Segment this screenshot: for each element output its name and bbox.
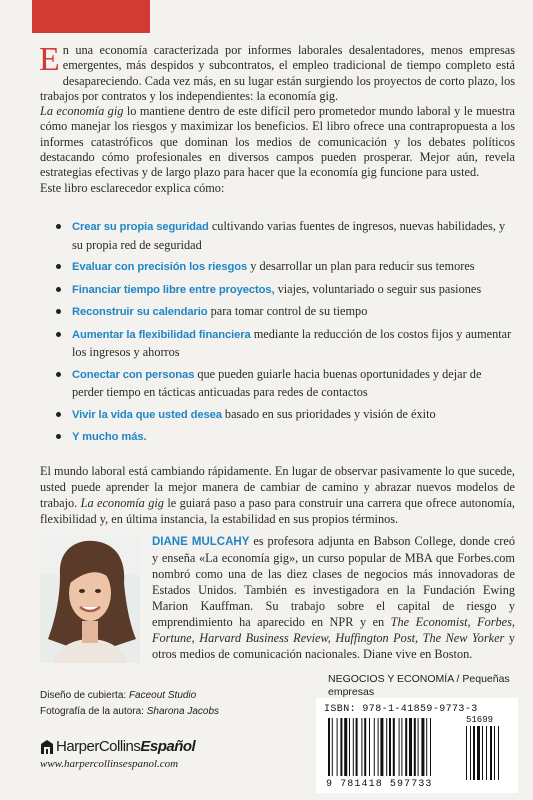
red-header-tab <box>32 0 150 33</box>
list-item: Vivir la vida que usted desea basado en sus prioridades y visión de éxito <box>52 406 514 425</box>
book-title-inline: La economía gig <box>40 104 124 119</box>
list-item: Aumentar la flexibilidad financiera mediante la reducción de los costos fijos y aumentar los ingresos y ahorros <box>52 326 514 362</box>
closing-paragraph: El mundo laboral está cambiando rápidamente. En lugar de observar pasivamente lo que sucede, usted puede aprender la mejor manera de cambiar de camino y abrazar nuevos modelos de trabajo. La economía gig le guiará paso a paso para construir una carrera que ofrece autonomía, flexibilidad y, en última instancia, la estabilidad en sus propios términos. <box>40 464 516 526</box>
author-name: DIANE MULCAHY <box>152 536 250 548</box>
isbn-text: ISBN: 978-1-41859-9773-3 <box>324 704 478 715</box>
list-item: Financiar tiempo libre entre proyectos, viajes, voluntariado o seguir sus pasiones <box>52 281 514 300</box>
photo-credit: Fotografía de la autora: Sharona Jacobs <box>40 706 220 717</box>
author-photo <box>40 535 140 663</box>
book-category: NEGOCIOS Y ECONOMÍA / Pequeñas empresas <box>328 673 510 698</box>
intro-paragraph-3: Este libro esclarecedor explica cómo: <box>40 180 225 195</box>
intro-paragraph-2: La economía gig lo mantiene dentro de este difícil pero prometedor mundo laboral y le muestra cómo manejar los riesgos y maximizar los beneficios. El libro ofrece una contrapropuesta a los informes catastróficos que dominan los medios de comunicación y los debates políticos destacando cómo profesionales en diversos campos pueden prosperar. Mejor aún, revela estrategias efectivas y de largo plazo para hacer que la economía gig funcione para usted. <box>40 104 516 180</box>
drop-cap: E <box>39 41 60 78</box>
list-item: Crear su propia seguridad cultivando varias fuentes de ingresos, nuevas habilidades, y su propia red de seguridad <box>52 218 514 254</box>
author-bio: DIANE MULCAHY es profesora adjunta en Babson College, donde creó y enseña «La economía gig», un curso popular de MBA que Forbes.com nombró como una de las diez clases de negocios más innovadoras de Estados Unidos. También es investigadora en la Fundación Ewing Marion Kauffman. Su trabajo sobre el capital de riesgo y emprendimiento ha aparecido en NPR y en The Economist, Forbes, Fortune, Harvard Business Review, Huffington Post, The New Yorker y otros medios de comunicación nacionales. Diane vive en Boston. <box>152 534 515 661</box>
credits <box>40 688 219 720</box>
publisher-website: www.harpercollinsespanol.com <box>40 758 179 770</box>
list-item: Y mucho más. <box>52 428 514 447</box>
list-item: Reconstruir su calendario para tomar control de su tiempo <box>52 303 514 322</box>
list-item: Evaluar con precisión los riesgos y desarrollar un plan para reducir sus temores <box>52 258 514 277</box>
intro-paragraph-1: En una economía caracterizada por informes laborales desalentadores, menos empresas emergentes, más despidos y subcontratos, el empleo tradicional de tiempo completo está desapareciendo. Cada vez más, en su lugar están surgiendo los proyectos de corto plazo, los trabajos por contratos y los independientes: la economía gig. <box>39 41 515 103</box>
barcode <box>316 698 518 793</box>
publisher-logo: HarperCollins Español <box>40 738 195 755</box>
barcode-addon-number: 51699 <box>466 715 494 725</box>
ean-number: 9 781418 597733 <box>326 779 433 790</box>
publisher-icon <box>40 739 54 755</box>
intro-text <box>40 43 515 196</box>
benefits-list <box>52 218 514 451</box>
list-item: Conectar con personas que pueden guiarle hacia buenas oportunidades y dejar de perder tiempo en tácticas anticuadas para redes de contactos <box>52 366 514 402</box>
cover-credit: Diseño de cubierta: Faceout Studio <box>40 690 197 701</box>
